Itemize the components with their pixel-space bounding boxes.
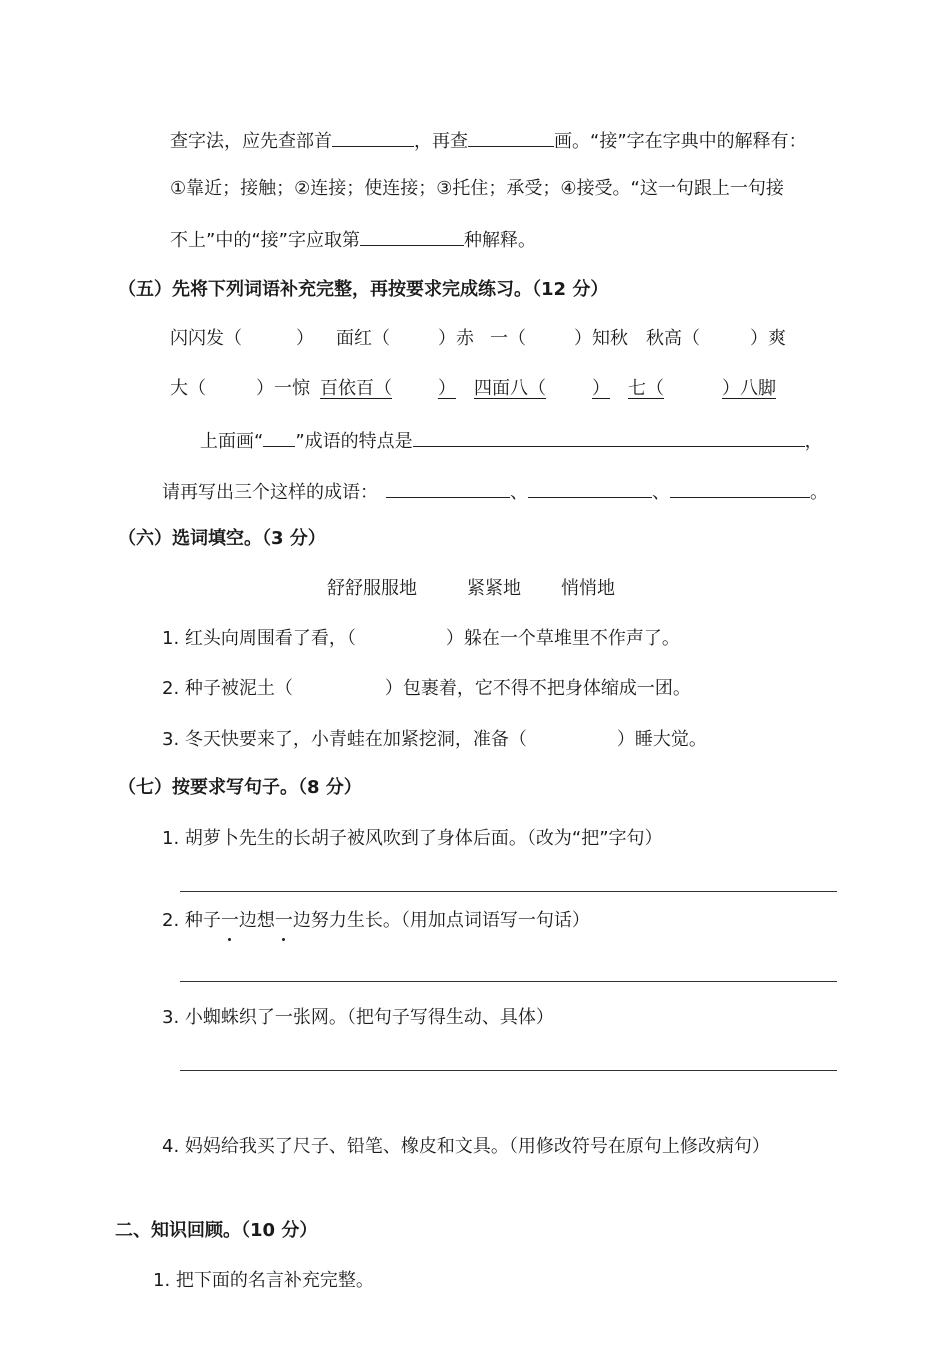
answer-line-3[interactable]: [180, 1070, 837, 1071]
answer-line-2[interactable]: [180, 981, 837, 982]
underlined-idiom-3: 七（ ）八脚: [628, 378, 776, 399]
blank-meaning-number[interactable]: [360, 227, 464, 246]
word-option-1: 舒舒服服地: [327, 578, 417, 599]
blank-radical[interactable]: [332, 128, 414, 147]
blank-idiom-feature[interactable]: [413, 428, 805, 447]
fill-item-1: 1. 红头向周围看了看，（ ）躲在一个草堆里不作声了。: [162, 628, 680, 649]
blank-underline-mark: [263, 428, 295, 447]
quote-question-1: 1. 把下面的名言补充完整。: [153, 1270, 374, 1291]
fill-item-2: 2. 种子被泥土（ ）包裹着，它不得不把身体缩成一团。: [162, 678, 691, 699]
underlined-idiom-2: 四面八（ ）: [474, 378, 610, 399]
sentence-question-4: 4. 妈妈给我买了尺子、铅笔、橡皮和文具。（用修改符号在原句上修改病句）: [162, 1136, 770, 1157]
dictionary-question-line-3: 不上”中的“接”字应取第 种解释。: [170, 227, 536, 253]
dictionary-question-line-2: ①靠近；接触；②连接；使连接；③托住；承受；④接受。“这一句跟上一句接: [170, 178, 784, 199]
answer-line-1[interactable]: [180, 891, 837, 892]
dotted-char-1: 一: [220, 910, 239, 931]
blank-extra-idiom-3[interactable]: [670, 479, 810, 498]
section-5-heading: （五）先将下列词语补充完整，再按要求完成练习。（12 分）: [118, 279, 609, 300]
word-options: [327, 577, 615, 601]
blank-extra-idiom-1[interactable]: [386, 479, 510, 498]
sentence-question-1: 1. 胡萝卜先生的长胡子被风吹到了身体后面。（改为“把”字句）: [162, 828, 663, 849]
sentence-question-2: 2. 种子一边想一边努力生长。（用加点词语写一句话）: [162, 910, 590, 931]
sentence-question-3: 3. 小蜘蛛织了一张网。（把句子写得生动、具体）: [162, 1007, 554, 1028]
idiom-row-2: 大（ ）一惊 百依百（ ） 四面八（ ） 七（ ）八脚: [170, 378, 776, 399]
blank-strokes[interactable]: [468, 128, 554, 147]
idiom-row-1: 闪闪发（ ） 面红（ ）赤 一（ ）知秋 秋高（ ）爽: [170, 328, 786, 349]
word-option-2: 紧紧地: [467, 578, 521, 599]
section-7-heading: （七）按要求写句子。（8 分）: [118, 777, 362, 798]
idiom-feature-line: 上面画“ ”成语的特点是 ，: [200, 428, 823, 454]
idiom-more-line: 请再写出三个这样的成语： 、 、 。: [162, 479, 828, 505]
word-option-3: 悄悄地: [561, 578, 615, 599]
blank-extra-idiom-2[interactable]: [528, 479, 652, 498]
underlined-idiom-1: 百依百（ ）: [320, 378, 456, 399]
part-2-heading: 二、知识回顾。（10 分）: [115, 1220, 318, 1241]
fill-item-3: 3. 冬天快要来了，小青蛙在加紧挖洞，准备（ ）睡大觉。: [162, 729, 707, 750]
dotted-char-2: 一: [274, 910, 293, 931]
dictionary-question-line-1: 查字法，应先查部首 ，再查 画。“接”字在字典中的解释有：: [170, 128, 807, 154]
section-6-heading: （六）选词填空。（3 分）: [118, 528, 326, 549]
